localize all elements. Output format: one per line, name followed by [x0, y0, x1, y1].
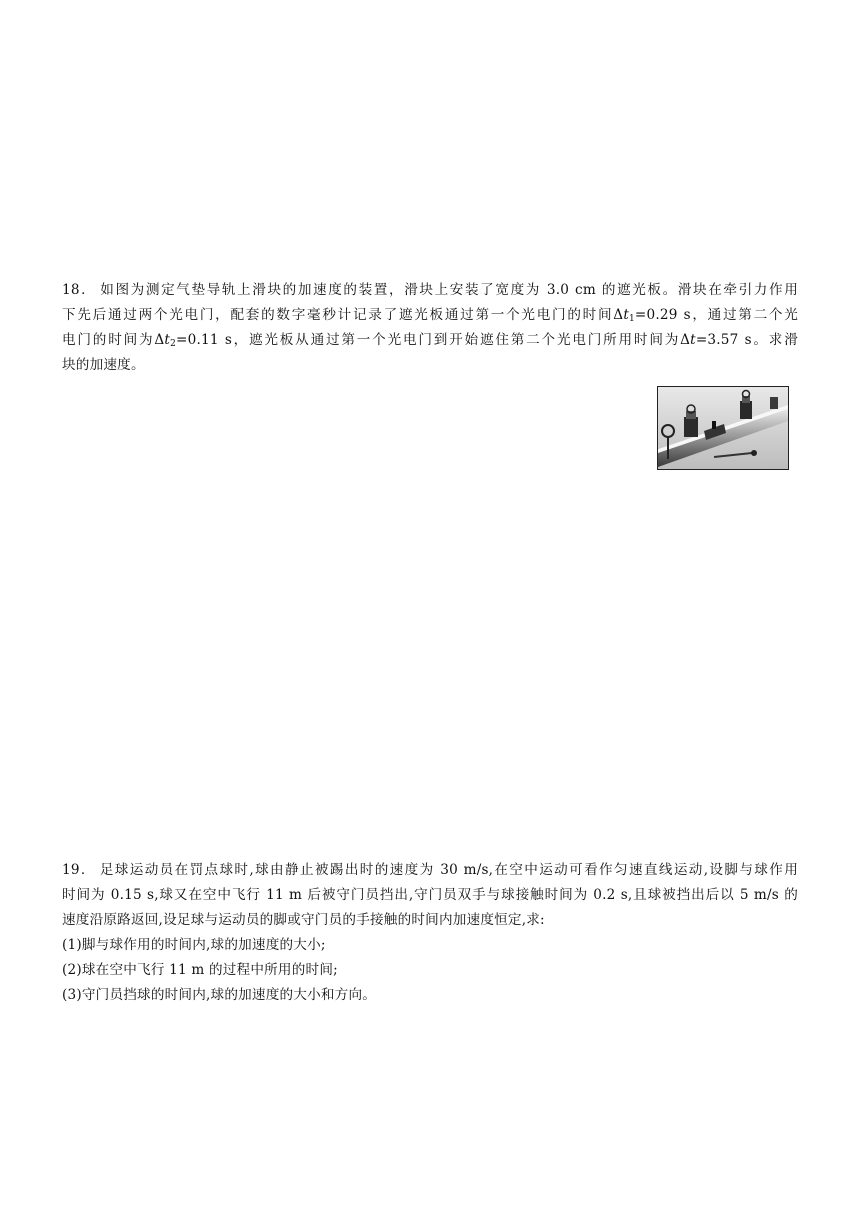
- sub-question-3: (3)守门员挡球的时间内,球的加速度的大小和方向。: [62, 987, 377, 1003]
- problem-18-line-3: 电门的时间为$\Delta t_2=0.11$ s，遮光板从通过第一个光电门到开始遮住第二个光电门所用时间为Δt=3.57 s。求滑: [62, 332, 798, 349]
- problem-18: [62, 278, 798, 378]
- problem-19-line-1: 19． 足球运动员在罚点球时,球由静止被踢出时的速度为 30 m/s,在空中运动可看作匀速直线运动,设脚与球作用: [62, 862, 798, 878]
- delta-symbol: Δ: [613, 307, 624, 323]
- delta-symbol: Δ: [154, 332, 165, 348]
- air-track-illustration: [658, 387, 788, 469]
- sub-question-1: (1)脚与球作用的时间内,球的加速度的大小;: [62, 937, 326, 953]
- sub-question-2: (2)球在空中飞行 11 m 的过程中所用的时间;: [62, 962, 338, 978]
- air-track-photo: [657, 386, 789, 470]
- problem-18-line-1: 18． 如图为测定气垫导轨上滑块的加速度的装置，滑块上安装了宽度为 3.0 cm 的遮光板。滑块在牵引力作用: [62, 282, 798, 298]
- problem-19-line-2: 时间为 0.15 s,球又在空中飞行 11 m 后被守门员挡出,守门员双手与球接触时间为 0.2 s,且球被挡出后以 5 m/s 的: [62, 887, 798, 903]
- problem-18-line-4: 块的加速度。: [62, 357, 145, 373]
- problem-number: 19．: [62, 862, 96, 878]
- problem-19-line-3: 速度沿原路返回,设足球与运动员的脚或守门员的手接触的时间内加速度恒定,求:: [62, 912, 545, 928]
- delta-symbol: Δ: [680, 332, 691, 348]
- problem-18-line-2: 下先后通过两个光电门，配套的数字毫秒计记录了遮光板通过第一个光电门的时间$\Delta t_1=0.29$ s，通过第二个光: [62, 307, 798, 324]
- problem-number: 18．: [62, 282, 97, 298]
- problem-19: [62, 858, 798, 1008]
